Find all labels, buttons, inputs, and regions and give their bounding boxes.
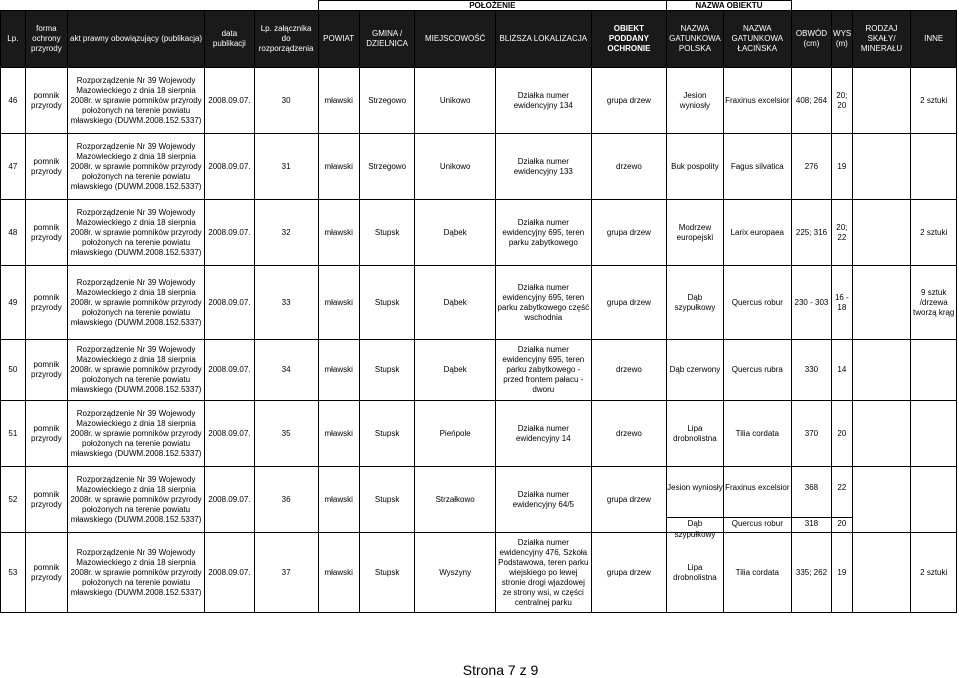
- cell-inne: 2 sztuki: [911, 68, 957, 134]
- col-header-miejsc: MIEJSCOWOŚĆ: [415, 11, 495, 68]
- col-header-inne: INNE: [911, 11, 957, 68]
- cell-nazwa-lat: Larix europaea: [723, 200, 791, 266]
- cell-act: Rozporządzenie Nr 39 Wojewody Mazowieckiego z dnia 18 sierpnia 2008r. w sprawie pomników przyrody położonych na terenie powiatu mławskiego (DUWM.2008.152.5337): [68, 68, 205, 134]
- cell-forma: pomnik przyrody: [25, 134, 67, 200]
- col-header-zal: Lp. załącznika do rozporządzenia: [254, 11, 318, 68]
- cell-nazwa-lat: [723, 467, 791, 533]
- cell-miejscowosc: Dąbek: [415, 340, 495, 401]
- cell-obiekt: grupa drzew: [591, 467, 666, 533]
- cell-inne: [911, 340, 957, 401]
- cell-obiekt: drzewo: [591, 340, 666, 401]
- cell-lp: 47: [1, 134, 26, 200]
- cell-nazwa-pl-primary: Jesion wyniosły: [667, 482, 723, 492]
- cell-forma: pomnik przyrody: [25, 200, 67, 266]
- cell-obwod: 230 - 303: [791, 266, 831, 340]
- cell-zal: 34: [254, 340, 318, 401]
- cell-inne: [911, 134, 957, 200]
- cell-miejscowosc: Strzałkowo: [415, 467, 495, 533]
- cell-obiekt: grupa drzew: [591, 68, 666, 134]
- cell-forma: pomnik przyrody: [25, 68, 67, 134]
- cell-wys: 19: [832, 134, 853, 200]
- cell-lokalizacja: Działka numer ewidencyjny 133: [495, 134, 591, 200]
- cell-inne: 2 sztuki: [911, 533, 957, 613]
- cell-gmina: Strzegowo: [359, 134, 415, 200]
- table-row: [1, 401, 957, 467]
- cell-wys: 16 - 18: [832, 266, 853, 340]
- cell-skala: [852, 533, 911, 613]
- col-header-nazwa-lat: NAZWA GATUNKOWA ŁACIŃSKA: [723, 11, 791, 68]
- cell-nazwa-pl: Buk pospolity: [667, 134, 724, 200]
- cell-act: Rozporządzenie Nr 39 Wojewody Mazowieckiego z dnia 18 sierpnia 2008r. w sprawie pomników przyrody położonych na terenie powiatu mławskiego (DUWM.2008.152.5337): [68, 200, 205, 266]
- cell-lp: 46: [1, 68, 26, 134]
- cell-obiekt: drzewo: [591, 134, 666, 200]
- cell-gmina: Stupsk: [359, 401, 415, 467]
- cell-zal: 32: [254, 200, 318, 266]
- cell-lokalizacja: Działka numer ewidencyjny 14: [495, 401, 591, 467]
- page-number: Strona 7 z 9: [462, 662, 539, 678]
- cell-forma: pomnik przyrody: [25, 340, 67, 401]
- col-header-obwod: OBWÓD (cm): [791, 11, 831, 68]
- cell-lp: 51: [1, 401, 26, 467]
- header-group-object-name: NAZWA OBIEKTU: [667, 1, 792, 11]
- cell-miejscowosc: Pieńpole: [415, 401, 495, 467]
- cell-obwod: 408; 264: [791, 68, 831, 134]
- cell-lokalizacja: Działka numer ewidencyjny 695, teren parku zabytkowego - przed frontem pałacu - dworu: [495, 340, 591, 401]
- cell-act: Rozporządzenie Nr 39 Wojewody Mazowieckiego z dnia 18 sierpnia 2008r. w sprawie pomników przyrody położonych na terenie powiatu mławskiego (DUWM.2008.152.5337): [68, 266, 205, 340]
- cell-skala: [852, 200, 911, 266]
- cell-obiekt: grupa drzew: [591, 200, 666, 266]
- cell-miejscowosc: Unikowo: [415, 68, 495, 134]
- cell-inne: [911, 401, 957, 467]
- col-header-forma: forma ochrony przyrody: [25, 11, 67, 68]
- cell-powiat: mławski: [318, 266, 359, 340]
- cell-lokalizacja: Działka numer ewidencyjny 134: [495, 68, 591, 134]
- cell-zal: 36: [254, 467, 318, 533]
- table-row: [1, 467, 957, 533]
- cell-nazwa-pl: Lipa drobnolistna: [667, 533, 724, 613]
- cell-wys-primary: 22: [837, 482, 847, 492]
- cell-nazwa-lat-secondary: Quercus robur: [724, 517, 791, 529]
- col-header-wys: WYS (m): [832, 11, 853, 68]
- cell-lp: 49: [1, 266, 26, 340]
- cell-skala: [852, 266, 911, 340]
- cell-wys: 20; 22: [832, 200, 853, 266]
- cell-skala: [852, 401, 911, 467]
- col-header-skala: RODZAJ SKAŁY/ MINERAŁU: [852, 11, 911, 68]
- page-footer: [0, 662, 959, 678]
- cell-obiekt: grupa drzew: [591, 266, 666, 340]
- cell-forma: pomnik przyrody: [25, 533, 67, 613]
- header-row: [1, 11, 957, 68]
- cell-nazwa-lat: Quercus rubra: [723, 340, 791, 401]
- table-row: [1, 533, 957, 613]
- cell-powiat: mławski: [318, 134, 359, 200]
- col-header-lp: Lp.: [1, 11, 26, 68]
- table-row: [1, 340, 957, 401]
- cell-wys-secondary: 20: [832, 517, 852, 529]
- cell-obwod: 335; 262: [791, 533, 831, 613]
- cell-gmina: Stupsk: [359, 467, 415, 533]
- col-header-nazwa-pl: NAZWA GATUNKOWA POLSKA: [667, 11, 724, 68]
- cell-act: Rozporządzenie Nr 39 Wojewody Mazowieckiego z dnia 18 sierpnia 2008r. w sprawie pomników przyrody położonych na terenie powiatu mławskiego (DUWM.2008.152.5337): [68, 467, 205, 533]
- cell-powiat: mławski: [318, 200, 359, 266]
- table-row: [1, 200, 957, 266]
- cell-gmina: Stupsk: [359, 200, 415, 266]
- cell-lp: 53: [1, 533, 26, 613]
- cell-powiat: mławski: [318, 340, 359, 401]
- cell-miejscowosc: Dąbek: [415, 200, 495, 266]
- cell-zal: 30: [254, 68, 318, 134]
- cell-zal: 31: [254, 134, 318, 200]
- col-header-powiat: POWIAT: [318, 11, 359, 68]
- cell-skala: [852, 134, 911, 200]
- cell-inne: 9 sztuk /drzewa tworzą krąg: [911, 266, 957, 340]
- cell-nazwa-lat-primary: Fraxinus excelsior: [725, 482, 790, 492]
- cell-obiekt: drzewo: [591, 401, 666, 467]
- cell-data: 2008.09.07.: [205, 467, 254, 533]
- cell-nazwa-pl: [667, 467, 724, 539]
- cell-data: 2008.09.07.: [205, 134, 254, 200]
- cell-act: Rozporządzenie Nr 39 Wojewody Mazowieckiego z dnia 18 sierpnia 2008r. w sprawie pomników przyrody położonych na terenie powiatu mławskiego (DUWM.2008.152.5337): [68, 401, 205, 467]
- cell-inne: [911, 467, 957, 533]
- col-header-akt: akt prawny obowiązujący (publikacja): [68, 11, 205, 68]
- cell-data: 2008.09.07.: [205, 340, 254, 401]
- cell-lp: 48: [1, 200, 26, 266]
- cell-gmina: Stupsk: [359, 533, 415, 613]
- col-header-obiekt: OBIEKT PODDANY OCHRONIE: [591, 11, 666, 68]
- cell-nazwa-pl: Jesion wyniosły: [667, 68, 724, 134]
- cell-powiat: mławski: [318, 401, 359, 467]
- cell-act: Rozporządzenie Nr 39 Wojewody Mazowieckiego z dnia 18 sierpnia 2008r. w sprawie pomników przyrody położonych na terenie powiatu mławskiego (DUWM.2008.152.5337): [68, 340, 205, 401]
- cell-miejscowosc: Wyszyny: [415, 533, 495, 613]
- cell-zal: 37: [254, 533, 318, 613]
- cell-data: 2008.09.07.: [205, 401, 254, 467]
- cell-obwod: 330: [791, 340, 831, 401]
- cell-powiat: mławski: [318, 68, 359, 134]
- cell-obiekt: grupa drzew: [591, 533, 666, 613]
- cell-powiat: mławski: [318, 467, 359, 533]
- cell-forma: pomnik przyrody: [25, 467, 67, 533]
- col-header-gmina: GMINA / DZIELNICA: [359, 11, 415, 68]
- cell-wys: [832, 467, 853, 533]
- cell-data: 2008.09.07.: [205, 68, 254, 134]
- cell-lokalizacja: Działka numer ewidencyjny 695, teren parku zabytkowego część wschodnia: [495, 266, 591, 340]
- table-row: [1, 134, 957, 200]
- cell-wys: 19: [832, 533, 853, 613]
- cell-skala: [852, 340, 911, 401]
- cell-obwod-secondary: 318: [792, 517, 831, 529]
- header-group-position: POŁOŻENIE: [318, 1, 667, 11]
- cell-nazwa-pl: Modrzew europejski: [667, 200, 724, 266]
- header-group-row: [1, 1, 957, 11]
- cell-zal: 35: [254, 401, 318, 467]
- cell-wys: 14: [832, 340, 853, 401]
- cell-obwod: 276: [791, 134, 831, 200]
- cell-lp: 50: [1, 340, 26, 401]
- cell-data: 2008.09.07.: [205, 533, 254, 613]
- cell-skala: [852, 467, 911, 533]
- cell-data: 2008.09.07.: [205, 200, 254, 266]
- cell-gmina: Stupsk: [359, 266, 415, 340]
- cell-miejscowosc: Dąbek: [415, 266, 495, 340]
- cell-nazwa-pl-secondary: Dąb szypułkowy: [667, 517, 723, 529]
- table-row: [1, 266, 957, 340]
- cell-obwod: 225; 316: [791, 200, 831, 266]
- cell-act: Rozporządzenie Nr 39 Wojewody Mazowieckiego z dnia 18 sierpnia 2008r. w sprawie pomników przyrody położonych na terenie powiatu mławskiego (DUWM.2008.152.5337): [68, 134, 205, 200]
- cell-zal: 33: [254, 266, 318, 340]
- cell-obwod: 370: [791, 401, 831, 467]
- cell-nazwa-lat: Quercus robur: [723, 266, 791, 340]
- cell-skala: [852, 68, 911, 134]
- cell-forma: pomnik przyrody: [25, 266, 67, 340]
- cell-lokalizacja: Działka numer ewidencyjny 695, teren parku zabytkowego: [495, 200, 591, 266]
- cell-lp: 52: [1, 467, 26, 533]
- cell-powiat: mławski: [318, 533, 359, 613]
- col-header-lokal: BLIŻSZA LOKALIZACJA: [495, 11, 591, 68]
- cell-nazwa-pl: Dąb czerwony: [667, 340, 724, 401]
- table-row: [1, 68, 957, 134]
- cell-gmina: Stupsk: [359, 340, 415, 401]
- cell-gmina: Strzegowo: [359, 68, 415, 134]
- col-header-data: data publikacji: [205, 11, 254, 68]
- cell-inne: 2 sztuki: [911, 200, 957, 266]
- cell-wys: 20: [832, 401, 853, 467]
- cell-obwod-primary: 368: [804, 482, 819, 492]
- cell-act: Rozporządzenie Nr 39 Wojewody Mazowieckiego z dnia 18 sierpnia 2008r. w sprawie pomników przyrody położonych na terenie powiatu mławskiego (DUWM.2008.152.5337): [68, 533, 205, 613]
- cell-wys: 20; 20: [832, 68, 853, 134]
- cell-lokalizacja: Działka numer ewidencyjny 476, Szkoła Podstawowa, teren parku wiejskiego po lewej stronie drogi wjazdowej ze strony wsi, w części centralnej parku: [495, 533, 591, 613]
- cell-nazwa-lat: Fraxinus excelsior: [723, 68, 791, 134]
- cell-obwod: [791, 467, 831, 533]
- cell-miejscowosc: Unikowo: [415, 134, 495, 200]
- cell-nazwa-pl: Dąb szypułkowy: [667, 266, 724, 340]
- cell-forma: pomnik przyrody: [25, 401, 67, 467]
- cell-lokalizacja: Działka numer ewidencyjny 64/5: [495, 467, 591, 533]
- cell-nazwa-lat: Tilia cordata: [723, 401, 791, 467]
- cell-data: 2008.09.07.: [205, 266, 254, 340]
- cell-nazwa-lat: Fagus silvatica: [723, 134, 791, 200]
- cell-nazwa-pl: Lipa drobnolistna: [667, 401, 724, 467]
- cell-nazwa-lat: Tilia cordata: [723, 533, 791, 613]
